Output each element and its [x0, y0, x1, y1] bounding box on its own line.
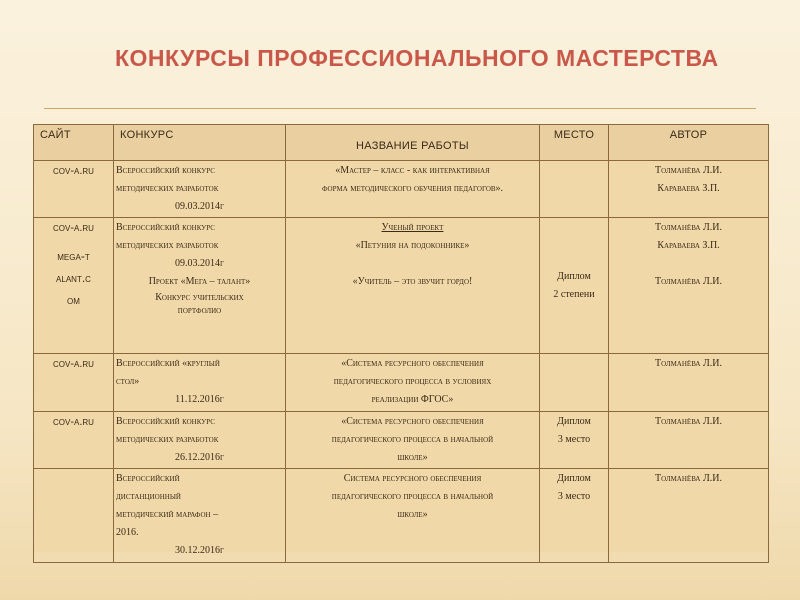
- site-cell: [34, 161, 114, 218]
- site-cell: [34, 218, 114, 354]
- contest-date: 30.12.2016г: [174, 545, 225, 556]
- author-cell: [609, 161, 769, 218]
- author-cell: [609, 412, 769, 469]
- contest-date: 26.12.2016г: [174, 452, 225, 463]
- work-cell: [286, 161, 540, 218]
- work-cell: [286, 469, 540, 563]
- contest-line: Всероссийский: [116, 473, 180, 484]
- place-cell: [540, 412, 609, 469]
- work-cell: [286, 354, 540, 412]
- table-row: [34, 218, 769, 354]
- site-link[interactable]: cov-a.ru: [53, 222, 94, 234]
- work-cell: [286, 412, 540, 469]
- place-line: Диплом: [557, 270, 591, 282]
- work-line: форма методического обучения педагогов».: [321, 183, 504, 194]
- place-cell: [540, 469, 609, 563]
- title-divider: [44, 108, 756, 109]
- contest-date: 09.03.2014г: [174, 201, 225, 212]
- site-link[interactable]: cov-a.ru: [53, 416, 94, 428]
- author-name: Толманёва Л.И.: [655, 222, 722, 233]
- site-link-mega-talant[interactable]: [36, 245, 111, 311]
- work-line: «Мастер – класс - как интерактивная: [335, 165, 490, 176]
- author-name: Караваева З.П.: [657, 183, 720, 194]
- work-line: Система ресурсного обеспечения: [343, 473, 482, 484]
- author-name: Толманёва Л.И.: [655, 276, 722, 287]
- work-cell: [286, 218, 540, 354]
- site-link[interactable]: cov-a.ru: [53, 358, 94, 370]
- work-line: педагогического процесса в условиях: [333, 376, 492, 387]
- contest-line: портфолио: [177, 305, 222, 316]
- contest-date: 09.03.2014г: [174, 258, 225, 269]
- contest-cell: [114, 218, 286, 354]
- work-line: педагогического процесса в начальной: [331, 491, 494, 502]
- contests-table-container: [33, 124, 768, 556]
- author-name: Толманёва Л.И.: [655, 473, 722, 484]
- contest-cell: [114, 161, 286, 218]
- contest-cell: [114, 354, 286, 412]
- work-line: школе»: [397, 509, 428, 520]
- work-line: школе»: [397, 452, 428, 463]
- place-cell: [540, 354, 609, 412]
- contest-line: Всероссийский конкурс: [116, 165, 215, 176]
- place-line: 3 место: [557, 491, 591, 502]
- table-header-row: [34, 125, 769, 161]
- contest-line: Всероссийский конкурс: [116, 416, 215, 427]
- site-cell: [34, 354, 114, 412]
- author-name: [611, 255, 766, 273]
- contest-line: стол»: [116, 376, 140, 387]
- header-author: АВТОР: [609, 125, 769, 161]
- author-name: Толманёва Л.И.: [655, 165, 722, 176]
- contest-cell: [114, 469, 286, 563]
- place-line: 2 степени: [553, 288, 595, 300]
- work-line: Ученый проект: [381, 222, 444, 233]
- contest-line: дистанционный: [116, 491, 181, 502]
- site-cell: [34, 412, 114, 469]
- contest-line: методических разработок: [116, 240, 219, 251]
- author-name: Караваева З.П.: [657, 240, 720, 251]
- header-place: МЕСТО: [540, 125, 609, 161]
- contest-line: методический марафон –: [116, 509, 219, 520]
- contest-line: Всероссийский конкурс: [116, 222, 215, 233]
- contest-cell: [114, 412, 286, 469]
- author-name: Толманёва Л.И.: [655, 416, 722, 427]
- place-cell: [540, 161, 609, 218]
- work-line: «Учитель – это звучит гордо!: [352, 276, 473, 287]
- place-line: Диплом: [557, 416, 591, 427]
- header-site: САЙТ: [34, 125, 114, 161]
- contest-line: Конкурс учительских: [155, 292, 244, 303]
- site-link-part: mega-t: [57, 249, 90, 263]
- contest-date: 11.12.2016г: [175, 394, 224, 405]
- work-line: реализации ФГОС»: [371, 394, 454, 405]
- author-cell: [609, 469, 769, 563]
- work-line: [288, 255, 537, 273]
- contest-line: Проект «Мега – талант»: [148, 276, 251, 287]
- table-row: [34, 469, 769, 563]
- contest-line: методических разработок: [116, 183, 219, 194]
- work-line: «Петуния на подоконнике»: [355, 240, 470, 251]
- table-row: [34, 354, 769, 412]
- work-line: «Система ресурсного обеспечения: [341, 416, 484, 427]
- author-cell: [609, 354, 769, 412]
- table-row: [34, 161, 769, 218]
- site-cell: [34, 469, 114, 563]
- place-line: Диплом: [557, 473, 591, 484]
- header-work-title: НАЗВАНИЕ РАБОТЫ: [286, 125, 540, 161]
- author-name: Толманёва Л.И.: [655, 358, 722, 369]
- header-contest: КОНКУРС: [114, 125, 286, 161]
- contests-table: [33, 124, 769, 563]
- slide-title: КОНКУРСЫ ПРОФЕССИОНАЛЬНОГО МАСТЕРСТВА: [115, 45, 719, 71]
- table-row: [34, 412, 769, 469]
- site-link[interactable]: cov-a.ru: [53, 165, 94, 177]
- site-link-part: om: [67, 293, 80, 307]
- place-cell: [540, 218, 609, 354]
- place-line: 3 место: [557, 434, 591, 445]
- author-cell: [609, 218, 769, 354]
- contest-line: Всероссийский «круглый: [116, 358, 220, 369]
- site-link-part: alant.c: [56, 271, 91, 285]
- contest-line: 2016.: [116, 527, 139, 538]
- contest-line: методических разработок: [116, 434, 219, 445]
- work-line: «Система ресурсного обеспечения: [341, 358, 484, 369]
- work-line: педагогического процесса в начальной: [331, 434, 494, 445]
